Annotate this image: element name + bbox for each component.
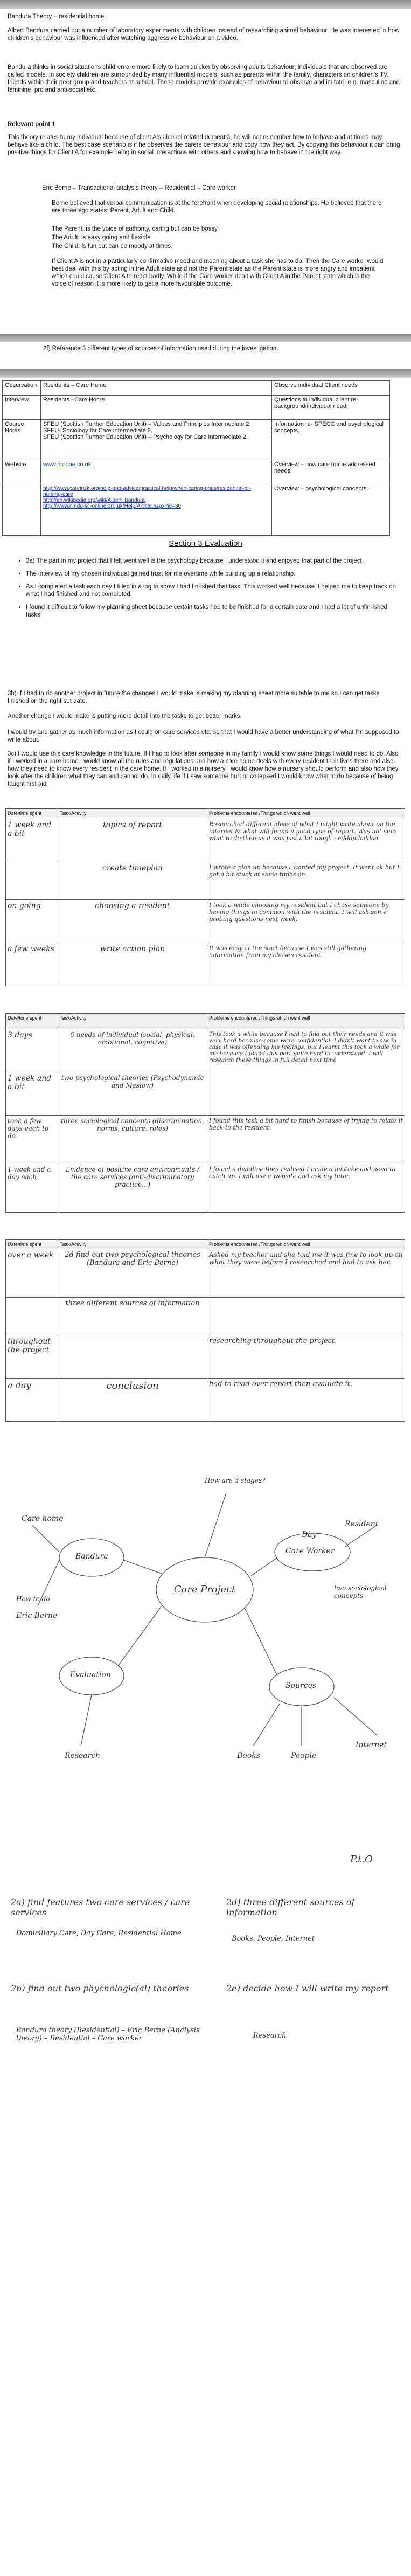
planner-problems: I found a deadline then realised I made a mistake and need to catch up. I will use a website and ask my tutor.: [207, 1164, 405, 1213]
planner-date: on going: [6, 900, 58, 943]
berne-paragraph: Berne believed that verbal communication is at the forefront when developing social relationships. He believed that there are three ego states: Parent, Adult and Child.: [52, 200, 382, 214]
planner-header-problems: Problems encountered /Things which went well: [207, 1014, 405, 1029]
table-row: [6, 1249, 405, 1298]
evaluation-paragraph-info: I would try and gather as much information as I could on care services etc. so that I would have a better understanding of what I'm supposed to write about.: [8, 729, 399, 743]
mind-map-node: How are 3 stages?: [205, 1477, 266, 1484]
planner-task: write action plan: [58, 943, 207, 986]
source-notes: Information re- SPECC and psychological concepts.: [272, 420, 390, 460]
berne-title: Eric Berne – Transactional analysis theory – Residential – Care worker: [42, 185, 236, 191]
planner-header-task: Task/Activity: [58, 1014, 207, 1029]
planner-task: create timeplan: [58, 862, 207, 900]
planner-table-2: [5, 1013, 405, 1213]
planner-task: topics of report: [58, 819, 207, 862]
note-2b: 2b) find out two phychologic(al) theories: [11, 1983, 189, 1993]
sources-intro: 2f) Reference 3 different types of sources of information used during the investigation.: [43, 345, 278, 352]
planner-date: a few weeks: [6, 943, 58, 986]
source-notes: Overview – how care home addressed needs.: [272, 460, 390, 484]
mind-map-node: Care Worker: [285, 1547, 335, 1555]
note-2e: 2e) decide how I will write my report: [226, 1983, 389, 1993]
pto-note: P.t.O: [350, 1854, 373, 1865]
table-row: [6, 819, 405, 862]
evaluation-paragraph-3b: 3b) If I had to do another project in future the changes I would make is making my planning sheet more suitable to me so I can get tasks finished on the right set date.: [8, 690, 380, 704]
planner-header-date: Date/time spent: [6, 1240, 58, 1249]
planner-problems: Researched different ideas of what I might write about on the internet & what will found a good type of report. Was not sure what to do then as it was just a bit tough - adddadaddaa: [207, 819, 405, 862]
table-row: [3, 460, 390, 484]
planner-problems: I wrote a plan up because I wanted my project. It went ok but I got a bit stuck at some times on.: [207, 862, 405, 900]
planner-problems: This took a while because I had to find out their needs and it was very hard because some were confidential. I didn't want to ask in case it was offending his feelings, but I learnt this took a while for me because I found this part quite hard to understand. I will research these things in full detail next time: [207, 1029, 405, 1116]
table-row: [6, 1379, 405, 1422]
planner-header-date: Date/time spent: [6, 1014, 58, 1029]
planner-problems: I took a while choosing my resident but I chose someone by having things in common with the resident. I will ask some probing questions next week.: [207, 900, 405, 943]
planner-date: a day: [6, 1379, 58, 1422]
ego-adult: The Adult: is easy going and flexible: [52, 234, 151, 241]
table-row: [3, 396, 390, 420]
mind-map-node: Resident: [345, 1520, 379, 1528]
note-2e-detail: Research: [253, 2032, 287, 2040]
note-2a-detail: Domiciliary Care, Day Care, Residential Home: [16, 1929, 182, 1937]
planner-date: took a few days each to do: [6, 1116, 58, 1164]
relevant-heading: Relevant point 1: [8, 121, 55, 128]
ego-parent: The Parent: is the voice of authority, caring but can be bossy.: [52, 226, 219, 232]
planner-problems: had to read over report then evaluate it.: [207, 1379, 405, 1422]
theory-paragraph-1: Albert Bandura carried out a number of laboratory experiments with children instead of researching animal behaviour. He was interested in how children's behaviour was influenced after watching aggressive behaviour on a video.: [8, 27, 400, 41]
theory-paragraph-2: Bandura thinks in social situations children are more likely to learn quicker by observing adults behaviour; individuals that are observed are called models. In society children are surrounded by many influential models, such as parents within the family, characters on children's TV, friends within their peer group and teachers at school. These models provide examples of behaviour to observe and imitate, e.g. masculine and feminine, pro and anti-social etc.: [8, 64, 400, 93]
table-row: [6, 1164, 405, 1213]
table-row: [6, 943, 405, 986]
planner-task: [58, 1335, 207, 1379]
source-name: Residents – Care Home: [41, 381, 272, 396]
middle-band: [0, 334, 411, 342]
source-notes: Observe individual Client needs: [272, 381, 390, 396]
planner-date: [6, 1298, 58, 1335]
note-2b-detail: Bandura theory (Residential) – Eric Berne (Analysis theory) – Residential – Care worker: [16, 2026, 200, 2042]
table-row: [6, 1298, 405, 1335]
planner-table-1: [5, 808, 405, 986]
planner-table-3: [5, 1239, 405, 1422]
mind-map-node: Evaluation: [70, 1671, 111, 1679]
planner-date: 1 week and a day each: [6, 1164, 58, 1213]
berne-paragraph-2: If Client A is not in a particularly confirmative mood and moaning about a task she has to do. Then the Care worker would best deal with this by acting in the Adult state and not the Parent state as the Parent state is more angry and impatient which could cause Client A to react badly. While if the Care worker dealt with Client A in the Parent state which is the voice of reason it is more likely to get a more favourable outcome.: [52, 258, 384, 287]
theory-title: Bandura Theory – residential home .: [8, 13, 108, 20]
sources-table: [2, 380, 390, 536]
planner-date: 1 week and a bit: [6, 1072, 58, 1116]
mind-map-node: Bandura: [75, 1552, 108, 1561]
source-links[interactable]: http://www.careinsk.org/help-and-advice/practical-help/when-caring-ends/residential-or-nursing-care http://en.wikipedia.org/wiki/Albert_Bandura http://www.nmdd-sc-online.org.uk/Help/Article.aspx?id=30: [41, 484, 272, 536]
table-row: [6, 900, 405, 943]
note-2a: 2a) find features two care services / care services: [11, 1897, 190, 1917]
planner-date: over a week: [6, 1249, 58, 1298]
table-row: [6, 1116, 405, 1164]
table-row: [6, 1029, 405, 1072]
note-2d: 2d) three different sources of information: [226, 1897, 355, 1917]
planner-problems: It was easy at the start because I was still gathering information from my chosen resident.: [207, 943, 405, 986]
planner-task: choosing a resident: [58, 900, 207, 943]
ego-child: The Child: is fun but can be moody at times.: [52, 243, 173, 250]
planner-task: two psychological theories (Psychodynamic and Maslow): [58, 1072, 207, 1116]
mind-map-node: Eric Berne: [16, 1611, 58, 1620]
planner-header-task: Task/Activity: [58, 809, 207, 819]
planner-task: three sociological concepts (discrimination, norms, culture, roles): [58, 1116, 207, 1164]
mind-map-node: Research: [65, 1751, 101, 1760]
sources-band: [0, 369, 411, 378]
mind-map: [0, 1444, 411, 1832]
table-row: [3, 420, 390, 460]
evaluation-title: Section 3 Evaluation: [169, 539, 242, 548]
mind-map-node: People: [291, 1751, 317, 1760]
mind-map-node: How to do: [16, 1595, 50, 1603]
source-name: Residents –Care Home: [41, 396, 272, 420]
mind-map-node: Sources: [285, 1681, 317, 1690]
planner-task: conclusion: [58, 1379, 207, 1422]
table-row: [3, 381, 390, 396]
source-link[interactable]: www.hc-one.co.uk: [41, 460, 272, 484]
list-item: • As I completed a task each day I filled in a log to show I had fin-ished that task. This worked well because it helped me to keep track on what I had finished and not completed.: [26, 583, 403, 598]
planner-header-task: Task/Activity: [58, 1240, 207, 1249]
list-item: • I found it difficult to follow my planning sheet because certain tasks had to be finished for a certain date and I had a lot of unfin-ished tasks.: [26, 604, 403, 619]
evaluation-paragraph-3c: 3c) I would use this care knowledge in the future. If I had to look after someone in my family I would know some things I would need to do. Also if I worked in a care home I would know all the rules and regulations and how a care home deals with every resident their lives there and also how they need to know every resident in the care home. If I worked in a nursery I would know how a nursery should perform and also how they look after the children what they can and cannot do. In daily life if I saw someone hurt or collapsed I would know what to do because of being taught first aid.: [8, 751, 399, 787]
planner-problems: researching throughout the project.: [207, 1335, 405, 1379]
source-type: Website: [3, 460, 41, 484]
source-type: Observation: [3, 381, 41, 396]
evaluation-paragraph-change: Another change I would make is putting more detail into the tasks to get better marks.: [8, 713, 242, 719]
table-row: [6, 1335, 405, 1379]
mind-map-node: Day: [302, 1531, 317, 1539]
planner-task: 2d find out two psychological theories (Bandura and Eric Berne): [58, 1249, 207, 1298]
planner-header-problems: Problems encountered /Things which went well: [207, 809, 405, 819]
planner-task: 6 needs of individual (social, physical, emotional, cognitive): [58, 1029, 207, 1072]
top-band: [0, 0, 411, 9]
planner-header-problems: Problems encountered /Things which went well: [207, 1240, 405, 1249]
planner-header-date: Date/time spent: [6, 809, 58, 819]
source-type: Interview: [3, 396, 41, 420]
source-type: [3, 484, 41, 536]
list-item: • 3a) The part in my project that I felt went well is the psychology because I understood it and enjoyed that part of the project.: [26, 557, 403, 565]
planner-task: three different sources of information: [58, 1298, 207, 1335]
source-notes: Overview – psychological concepts.: [272, 484, 390, 536]
mind-map-node: Books: [237, 1751, 260, 1760]
planner-problems: Asked my teacher and she told me it was fine to look up on what they were before I researched and had to ask her.: [207, 1249, 405, 1298]
planner-problems: [207, 1298, 405, 1335]
source-notes: Questions to individual client re- background/individual need.: [272, 396, 390, 420]
planner-date: throughout the project: [6, 1335, 58, 1379]
note-2d-detail: Books, People, Internet: [232, 1935, 315, 1943]
source-type: Course Notes: [3, 420, 41, 460]
theory-paragraph-3: This theory relates to my individual because of client A's alcohol related dementia, he will not remember how to behave and at times may behave like a child. The best case scenario is if he observes the carers behaviour and copy how they act. By copying this behaviour it can bring positive things for Client A for example being in social interactions with others and knowing how to behave in the right way.: [8, 134, 400, 156]
planner-date: [6, 862, 58, 900]
planner-date: 1 week and a bit: [6, 819, 58, 862]
table-row: [3, 484, 390, 536]
evaluation-bullets: [16, 557, 403, 624]
mind-map-center: Care Project: [173, 1584, 236, 1595]
list-item: • The interview of my chosen individual gained trust for me overtime while building up a relationship.: [26, 570, 403, 578]
mind-map-node: Internet: [356, 1741, 387, 1749]
planner-task: Evidence of positive care environments / the care services (anti-discriminatory practice...): [58, 1164, 207, 1213]
planner-problems: I found this task a bit hard to finish because of trying to relate it back to the resident.: [207, 1116, 405, 1164]
mind-map-node: two sociological concepts: [334, 1584, 387, 1599]
source-name: SFEU (Scottish Further Education Unit) – Values and Principles Intermediate 2 SFEU- Sociology for Care Intermediate 2. SFEU (Scottish Further Education Unit) – Psychology for Care Intermediate 2.: [41, 420, 272, 460]
planner-date: 3 days: [6, 1029, 58, 1072]
table-row: [6, 862, 405, 900]
mind-map-node: Care home: [22, 1514, 64, 1523]
